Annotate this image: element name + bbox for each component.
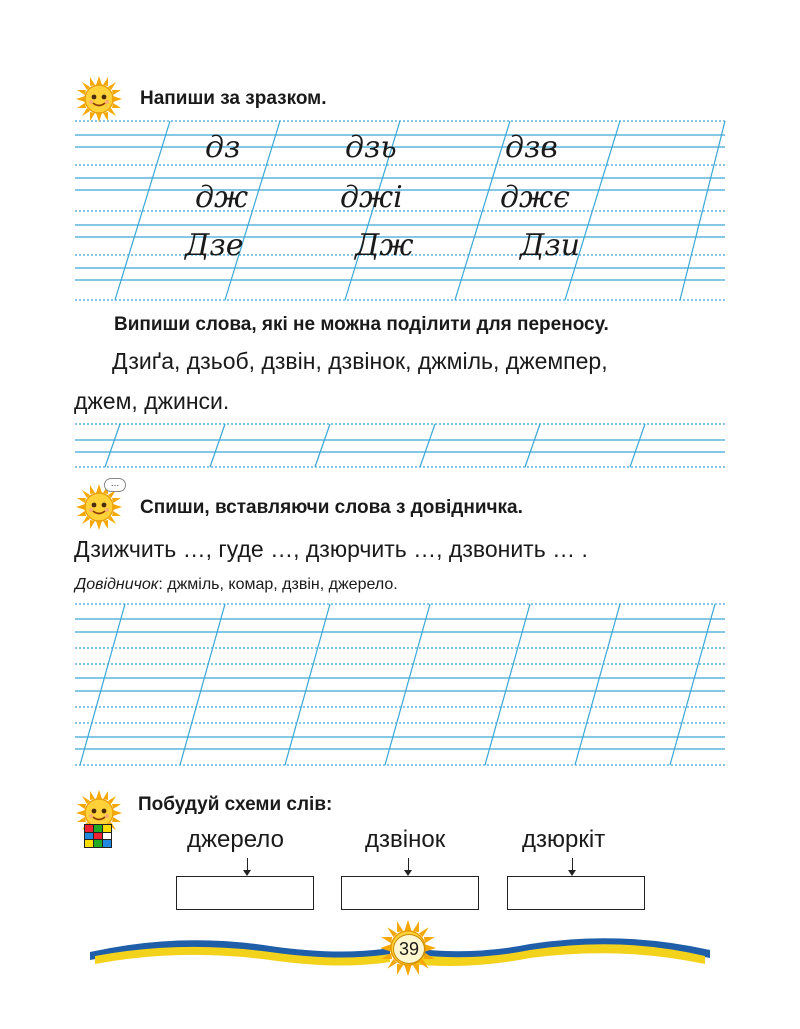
hint-words: : джміль, комар, дзвін, джерело. [158, 576, 398, 593]
scheme-word: дзвінок [365, 826, 446, 853]
hint-label: Довідничок [75, 576, 159, 593]
word-list-line2: джем, джинси. [74, 388, 230, 414]
task2-heading: Випиши слова, які не можна поділити для переносу. [114, 314, 609, 335]
task1-heading: Напиши за зразком. [140, 88, 327, 109]
sample-cell: джє [500, 180, 570, 215]
fill-in-sentence: Дзижчить …, гуде …, дзюрчить …, дзвонить … . [74, 536, 588, 562]
arrow-down-icon [247, 858, 248, 872]
sample-cell: дзь [345, 130, 397, 165]
sample-cell: джі [340, 180, 403, 215]
sample-cell: дз [205, 130, 241, 165]
word-scheme-box[interactable] [507, 876, 645, 910]
hint-line [75, 576, 398, 594]
task3-heading: Спиши, вставляючи слова з довідничка. [140, 497, 523, 518]
sample-cell: Дж [355, 228, 414, 263]
sample-cell: Дзи [520, 228, 581, 263]
thought-bubble: … [104, 478, 126, 492]
sample-cell: дзв [505, 130, 558, 165]
sun-writing-icon [76, 76, 122, 122]
task4-heading: Побудуй схеми слів: [138, 794, 333, 815]
word-scheme-box[interactable] [341, 876, 479, 910]
word-list-line1: Дзиґа, дзьоб, дзвін, дзвінок, джміль, джемпер, [112, 348, 608, 374]
scheme-word: джерело [187, 826, 284, 853]
sample-cell: Дзе [185, 228, 244, 263]
rubik-cube [84, 824, 112, 848]
arrow-down-icon [572, 858, 573, 872]
word-scheme-box[interactable] [176, 876, 314, 910]
page-number: 39 [398, 939, 420, 959]
scheme-word: дзюркіт [522, 826, 606, 853]
page-number-badge [393, 934, 425, 964]
sample-cell: дж [195, 180, 249, 215]
arrow-down-icon [408, 858, 409, 872]
